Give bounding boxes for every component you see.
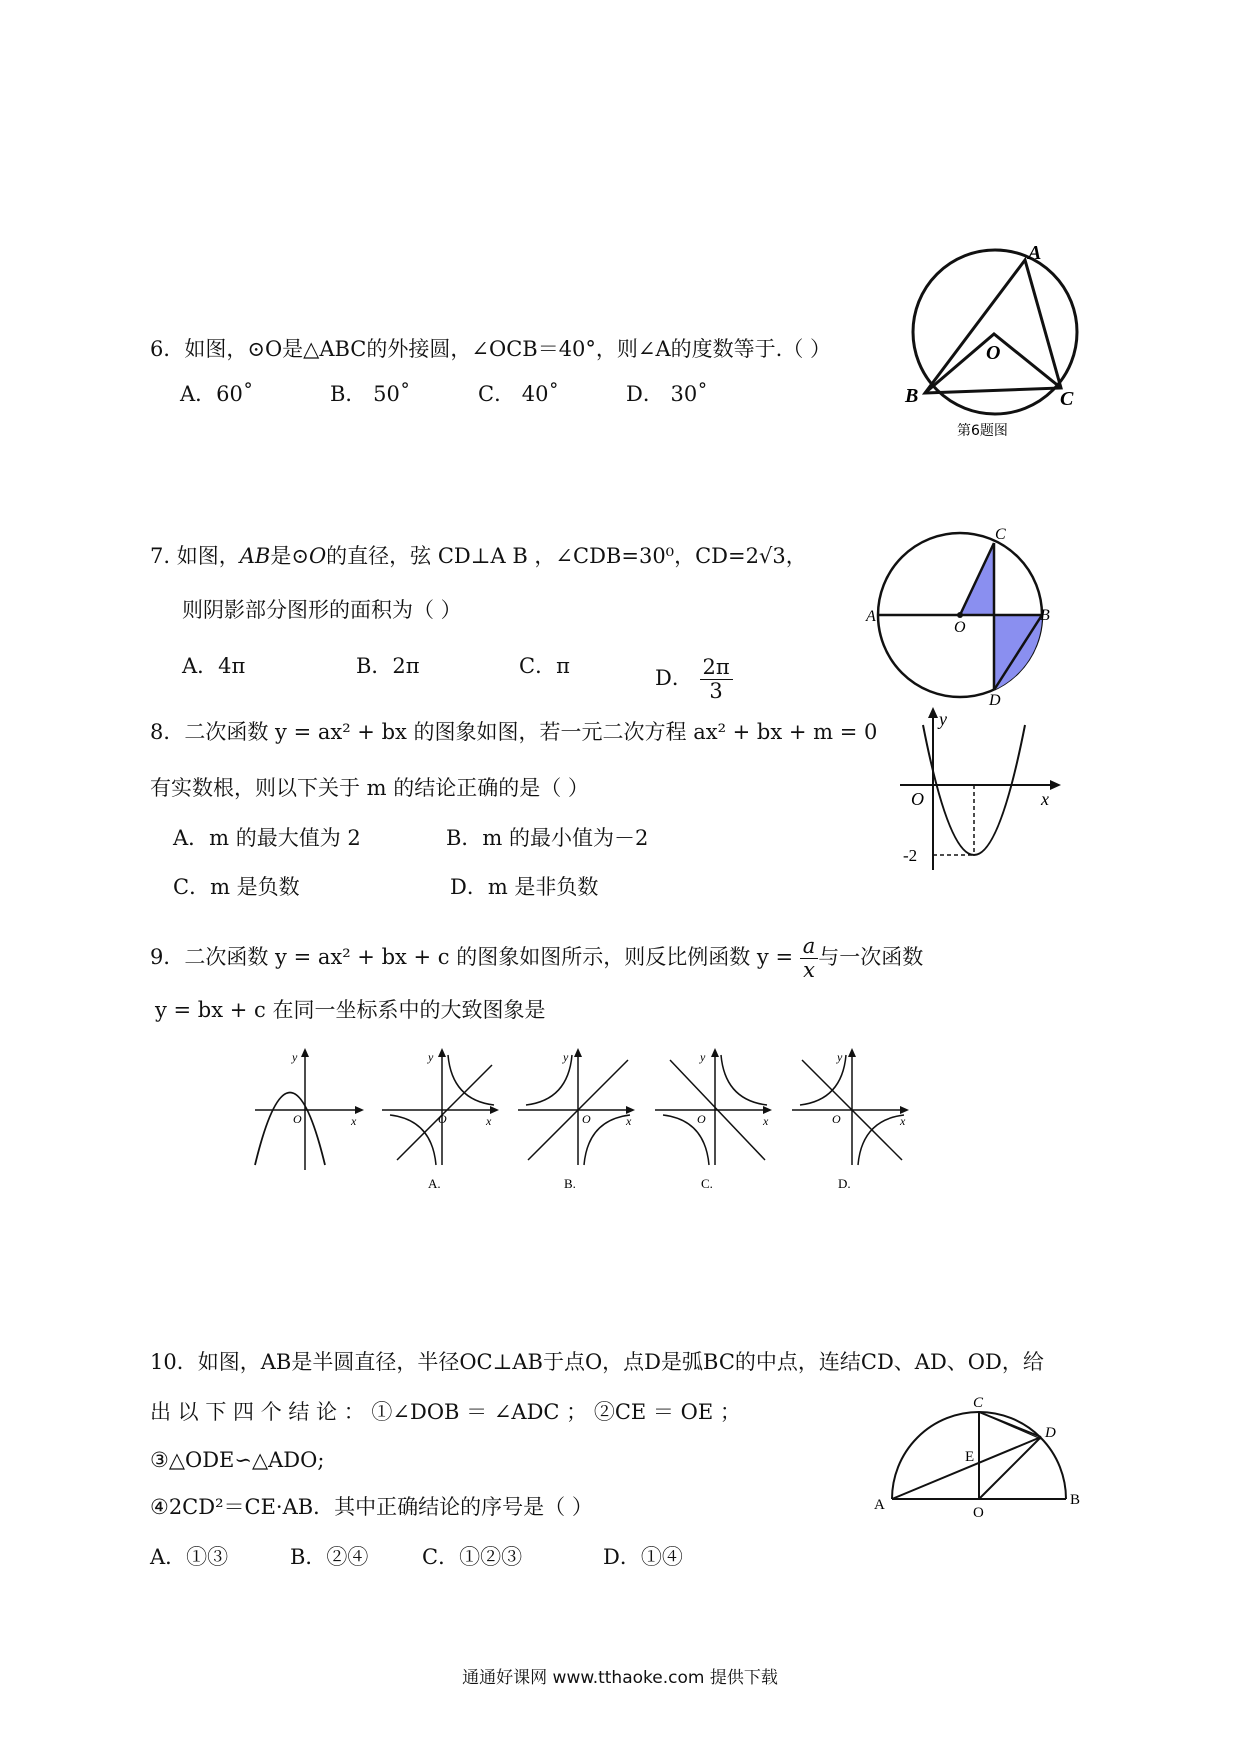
svg-text:x: x — [486, 1114, 492, 1128]
q10-figure — [865, 1387, 1090, 1522]
q6-label-c: C — [1060, 388, 1074, 410]
svg-text:O: O — [582, 1112, 591, 1126]
q8-option-c: C．m 是负数 — [173, 875, 300, 899]
q10-label-a: A — [874, 1497, 885, 1513]
q7-stem: 7. 如图，AB是⊙O的直径，弦 CD⊥A B ，∠CDB=30⁰，CD=2√3， — [150, 544, 807, 568]
q9-graph-a — [382, 1045, 502, 1195]
q6-option-d: D． 30˚ — [626, 382, 708, 406]
footer: 通通好课网 www.tthaoke.com 提供下载 — [462, 1668, 778, 1688]
svg-text:x: x — [900, 1114, 906, 1128]
q10-line2: 出 以 下 四 个 结 论 ： ①∠DOB ＝ ∠ADC ； ②CE ＝ OE ； — [150, 1400, 741, 1424]
svg-text:C.: C. — [701, 1176, 713, 1191]
svg-text:O: O — [438, 1112, 447, 1126]
q7-line2: 则阴影部分图形的面积为（ ） — [182, 598, 462, 622]
q10-stem: 10．如图，AB是半圆直径，半径OC⊥AB于点O，点D是弧BC的中点，连结CD、AD、OD，给 — [150, 1350, 1044, 1374]
q6-option-b: B． 50˚ — [330, 382, 411, 406]
q7-option-b: B．2π — [356, 654, 420, 678]
q8-option-b: B．m 的最小值为－2 — [446, 826, 649, 850]
q10-label-c: C — [973, 1395, 984, 1411]
q8-label-neg2: -2 — [903, 846, 918, 865]
svg-text:O: O — [832, 1112, 841, 1126]
q7-figure — [862, 525, 1062, 705]
svg-text:D.: D. — [838, 1176, 851, 1191]
q8-stem: 8．二次函数 y = ax² + bx 的图象如图，若一元二次方程 ax² + bx + m = 0 — [150, 720, 878, 744]
q10-option-c: C．①②③ — [422, 1545, 523, 1569]
q10-label-b: B — [1070, 1492, 1081, 1508]
q6-caption: 第6题图 — [957, 423, 1008, 439]
q7-label-c: C — [995, 526, 1006, 543]
q10-option-d: D．①④ — [603, 1545, 683, 1569]
q7-label-d: D — [989, 692, 1001, 705]
q9-fraction: $\frac{a}{x}$ — [800, 935, 819, 982]
svg-text:x: x — [626, 1114, 632, 1128]
svg-text:x: x — [763, 1114, 769, 1128]
q7-option-a: A．4π — [182, 654, 246, 678]
svg-text:x: x — [351, 1114, 357, 1128]
q7-option-d: D． $\frac{2\pi}{3}$ — [655, 656, 733, 703]
q9-graph-given — [245, 1045, 365, 1175]
q8-figure — [895, 705, 1070, 875]
q7-label-o: O — [954, 619, 966, 636]
svg-text:O: O — [697, 1112, 706, 1126]
q6-stem: 6．如图，⊙O是△ABC的外接圆，∠OCB＝40°，则∠A的度数等于.（ ） — [150, 337, 832, 361]
q6-option-c: C． 40˚ — [478, 382, 559, 406]
q10-label-e: E — [965, 1449, 975, 1465]
q8-label-x: x — [1041, 789, 1049, 809]
svg-text:B.: B. — [564, 1176, 576, 1191]
q7-label-a: A — [866, 608, 876, 625]
svg-text:y: y — [700, 1050, 706, 1064]
q9-graph-b — [518, 1045, 643, 1195]
q9-graph-d — [792, 1045, 917, 1195]
q10-line4: ④2CD²＝CE·AB．其中正确结论的序号是（ ） — [150, 1495, 593, 1519]
q7-option-d-fraction: $\frac{2\pi}{3}$ — [700, 656, 733, 703]
svg-text:O: O — [293, 1112, 302, 1126]
svg-text:A.: A. — [428, 1176, 441, 1191]
q10-label-d: D — [1045, 1425, 1056, 1441]
svg-text:y: y — [292, 1050, 298, 1064]
q10-option-a: A．①③ — [150, 1545, 229, 1569]
q9-line2: y = bx + c 在同一坐标系中的大致图象是 — [155, 998, 546, 1022]
q8-label-y: y — [939, 709, 947, 729]
q10-line3: ③△ODE∽△ADO; — [150, 1448, 325, 1472]
q8-label-o: O — [911, 789, 924, 809]
q6-label-a: A — [1028, 242, 1042, 264]
q6-figure — [895, 235, 1095, 445]
q9-graph-c — [655, 1045, 780, 1195]
q9-stem: 9．二次函数 y = ax² + bx + c 的图象如图所示，则反比例函数 y = $\frac{a}{x}$ 与一次函数 — [150, 934, 924, 983]
q8-line2: 有实数根，则以下关于 m 的结论正确的是（ ） — [150, 776, 589, 800]
q6-label-b: B — [905, 385, 919, 407]
q6-label-o: O — [986, 342, 1001, 364]
q8-option-d: D．m 是非负数 — [450, 875, 599, 899]
q7-label-b: B — [1040, 607, 1050, 624]
svg-text:y: y — [428, 1050, 434, 1064]
q7-option-c: C．π — [519, 654, 570, 678]
svg-text:y: y — [563, 1050, 569, 1064]
q6-option-a: A．60˚ — [180, 382, 254, 406]
q8-option-a: A．m 的最大值为 2 — [173, 826, 361, 850]
q10-option-b: B．②④ — [290, 1545, 369, 1569]
svg-text:y: y — [837, 1050, 843, 1064]
q10-label-o: O — [973, 1505, 984, 1521]
